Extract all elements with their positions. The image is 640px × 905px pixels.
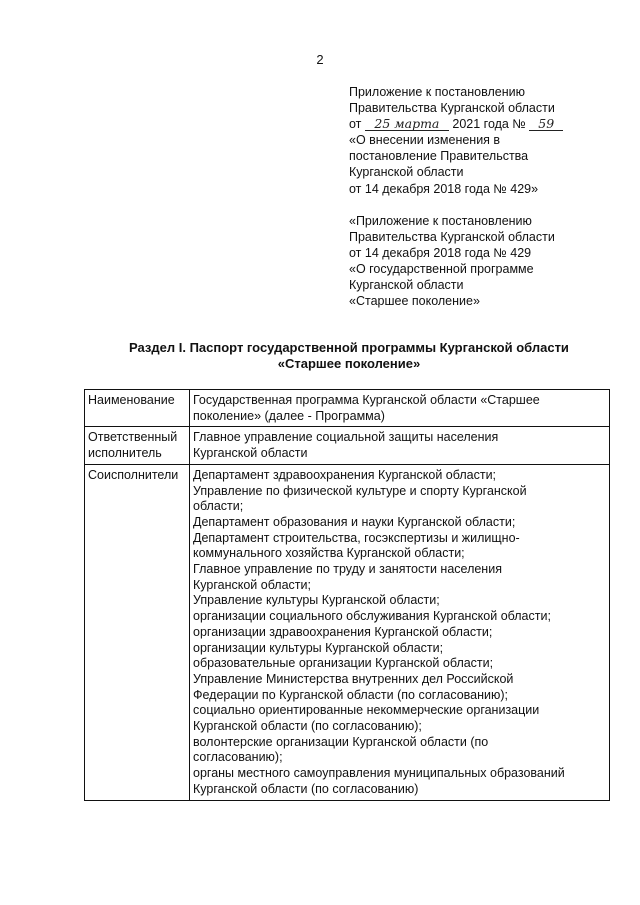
row-value: Государственная программа Курганской области «Старшее поколение» (далее - Программа) [190,390,610,427]
section-title-line: «Старшее поколение» [277,356,421,371]
handwritten-number: 59 [529,117,563,131]
appendix-line: от 14 декабря 2018 года № 429» [349,181,539,196]
appendix-date-line [349,116,629,132]
appendix-line: от 14 декабря 2018 года № 429 [349,245,532,260]
spacer [349,197,629,213]
row-value: Департамент здравоохранения Курганской области; Управление по физической культуре и спорту Курганской области; Департамент образования и науки Курганской области; Департамент строительства, госэкспертизы и жилищно- коммунального хозяйства Курганской области; Главное управление по труду и занятости населения Курганской области; Управление культуры Курганской области; организации социального обслуживания Курганской области; организации здравоохранения Курганской области; организации культуры Курганской области; образовательные организации Курганской области; Управление Министерства внутренних дел Российской Федерации по Курганской области (по согласованию); социально ориентированные некоммерческие организации Курганской области (по согласованию); волонтерские организации Курганской области (по согласованию); органы местного самоуправления муниципальных образований Курганской области (по согласованию) [190,464,610,800]
appendix-line: «О внесении изменения в [349,133,501,148]
row-label: Ответственный исполнитель [85,427,190,464]
section-title-line: Раздел I. Паспорт государственной программы Курганской области [129,340,569,355]
table-row [85,390,610,427]
appendix-line: постановление Правительства [349,149,529,164]
page-number: 2 [316,52,324,67]
row-label: Наименование [85,390,190,427]
appendix-line: Приложение к постановлению [349,85,525,99]
date-year: 2021 года № [452,117,526,132]
appendix-line: Курганской области [349,278,464,293]
appendix-line: «Старшее поколение» [349,294,480,309]
appendix-line: Правительства Курганской области [349,229,555,244]
date-prefix: от [349,117,362,132]
table-row [85,464,610,800]
section-title [90,340,608,372]
handwritten-date: 25 марта [365,117,449,131]
row-label: Соисполнители [85,464,190,800]
appendix-line: Правительства Курганской области [349,101,555,116]
passport-table [84,389,610,801]
appendix-header [349,84,629,309]
table-row [85,427,610,464]
row-value: Главное управление социальной защиты населения Курганской области [190,427,610,464]
appendix-line: «О государственной программе [349,261,534,276]
appendix-line: «Приложение к постановлению [349,213,532,228]
appendix-line: Курганской области [349,165,464,180]
